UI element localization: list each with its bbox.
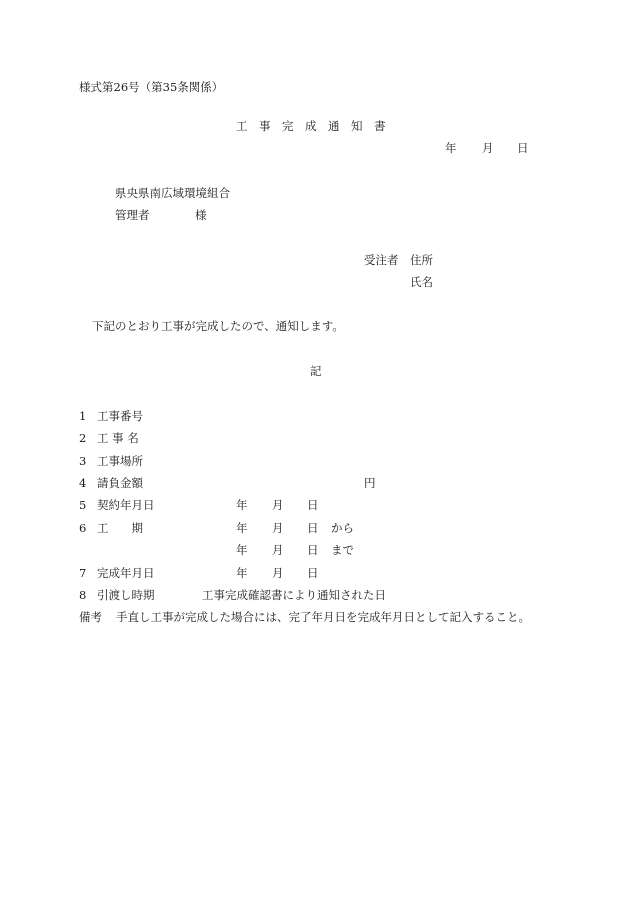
item-label: 請負金額 [97, 476, 143, 490]
item-number: 6 [79, 521, 87, 535]
date-month: 月 [482, 141, 494, 155]
item-number: 4 [79, 476, 87, 490]
item-label: 引渡し時期 [97, 588, 155, 602]
until-label: まで [331, 543, 354, 557]
yen-unit: 円 [364, 476, 376, 490]
date-day: 日 [517, 141, 529, 155]
recipient-manager: 管理者 [115, 208, 150, 222]
item-number: 5 [79, 498, 87, 512]
handover-value: 工事完成確認書により通知された日 [202, 588, 386, 602]
page-title: 工 事 完 成 通 知 書 [236, 119, 386, 133]
month-label: 月 [272, 498, 284, 512]
day-label: 日 [307, 498, 319, 512]
item-label: 工 事 名 [97, 431, 139, 445]
recipient-honorific: 様 [195, 208, 207, 222]
remarks-label: 備考 [79, 610, 102, 624]
month-label: 月 [272, 521, 284, 535]
item-number: 8 [79, 588, 87, 602]
from-label: から [331, 521, 354, 535]
contractor-address-label: 住所 [410, 253, 433, 267]
month-label: 月 [272, 566, 284, 580]
recipient-org: 県央県南広域環境組合 [115, 186, 230, 200]
item-number: 2 [79, 431, 87, 445]
date-year: 年 [445, 141, 457, 155]
item-label: 完成年月日 [97, 566, 155, 580]
day-label: 日 [307, 521, 319, 535]
item-label: 工事番号 [97, 409, 143, 423]
ki-heading: 記 [310, 364, 322, 378]
year-label: 年 [236, 543, 248, 557]
contractor-label: 受注者 [364, 253, 399, 267]
year-label: 年 [236, 566, 248, 580]
year-label: 年 [236, 498, 248, 512]
item-number: 1 [79, 409, 87, 423]
day-label: 日 [307, 543, 319, 557]
intro-text: 下記のとおり工事が完成したので、通知します。 [92, 319, 344, 333]
remarks-text: 手直し工事が完成した場合には、完了年月日を完成年月日として記入すること。 [116, 610, 530, 624]
month-label: 月 [272, 543, 284, 557]
year-label: 年 [236, 521, 248, 535]
item-number: 3 [79, 454, 87, 468]
item-label: 工事場所 [97, 454, 143, 468]
item-label: 契約年月日 [97, 498, 155, 512]
item-number: 7 [79, 566, 87, 580]
item-label: 工 期 [97, 521, 143, 535]
form-id: 様式第26号（第35条関係） [79, 80, 224, 94]
contractor-name-label: 氏名 [410, 275, 433, 289]
day-label: 日 [307, 566, 319, 580]
